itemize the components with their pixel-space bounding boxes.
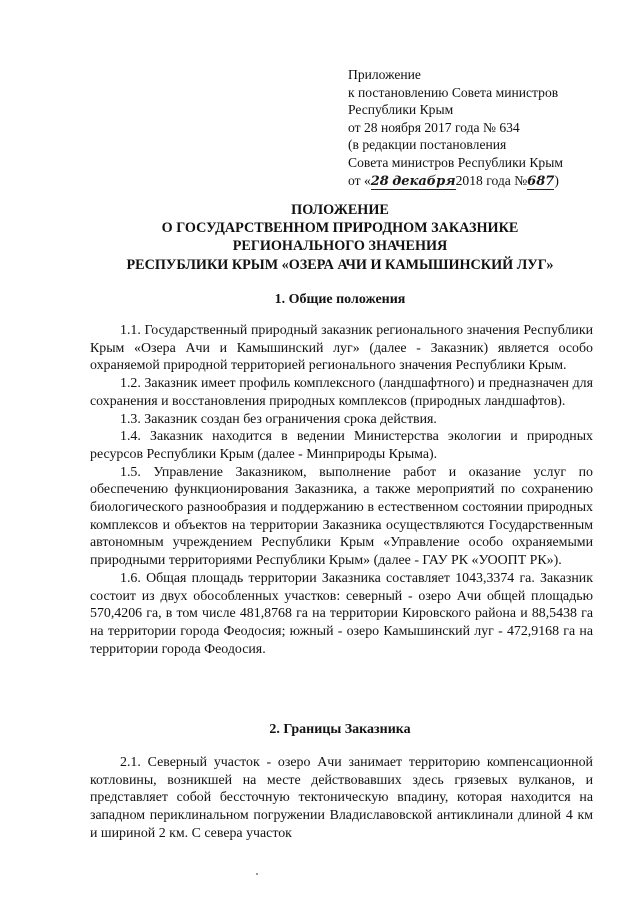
- handwritten-month: декабря: [392, 173, 456, 189]
- title-line: ПОЛОЖЕНИЕ: [291, 202, 389, 218]
- header-line: от 28 ноября 2017 года № 634: [348, 119, 520, 135]
- header-line: Республики Крым: [348, 102, 454, 118]
- paragraph-1-6: 1.6. Общая площадь территории Заказника составляет 1043,3374 га. Заказник состоит из двух обособленных участков: северный - озеро Ачи общей площадью 570,4206 га, в том числе 481,8768 га на территории Кировского района и 88,5438 га на территории города Феодосия; южный - озеро Камышинский луг - 472,9168 га на территории города Феодосия.: [90, 570, 593, 657]
- section-1-heading: 1. Общие положения: [274, 292, 406, 307]
- paragraph-1-2: 1.2. Заказник имеет профиль комплексного (ландшафтного) и предназначен для сохранения и восстановления природных комплексов (природных ландшафтов).: [90, 376, 593, 409]
- handwritten-number: 687: [527, 173, 555, 189]
- date-suffix: 2018 года №: [455, 172, 528, 188]
- handwritten-day: 28: [370, 173, 389, 189]
- scan-speck: [256, 873, 258, 875]
- appendix-header: [348, 66, 618, 190]
- date-prefix: от «: [348, 172, 371, 188]
- header-line: к постановлению Совета министров: [348, 84, 559, 100]
- paragraph-1-3: 1.3. Заказник создан без ограничения срока действия.: [120, 411, 437, 427]
- header-line: Совета министров Республики Крым: [348, 154, 563, 170]
- title-line: РЕСПУБЛИКИ КРЫМ «ОЗЕРА АЧИ И КАМЫШИНСКИЙ ЛУГ»: [126, 256, 554, 273]
- document-title: [60, 201, 620, 274]
- title-line: О ГОСУДАРСТВЕННОМ ПРИРОДНОМ ЗАКАЗНИКЕ: [161, 220, 519, 237]
- amendment-date-line: [348, 172, 618, 190]
- section-2-heading: 2. Границы Заказника: [269, 722, 411, 737]
- section-2-body: [90, 754, 593, 843]
- paragraph-2-1: 2.1. Северный участок - озеро Ачи занимает территорию компенсационной котловины, возникшей на месте действовавших здесь грязевых вулканов, и представляет собой бессточную тектоническую впадину, которая находится на западном периклинальном погружении Владиславовской антиклинали длиной 4 км и шириной 2 км. С севера участок: [90, 755, 593, 841]
- header-line: (в редакции постановления: [348, 137, 507, 153]
- header-line: Приложение: [348, 67, 421, 82]
- paragraph-1-1: 1.1. Государственный природный заказник регионального значения Республики Крым «Озера Ачи и Камышинский луг» (далее - Заказник) является особо охраняемой природной территорией регионального значения Республики Крым.: [90, 323, 593, 374]
- handwritten-number-wrap: [527, 174, 554, 190]
- paragraph-1-5: 1.5. Управление Заказником, выполнение работ и оказание услуг по обеспечению функционирования Заказника, а также мероприятий по сохранению биологического разнообразия и поддержанию в естественном состоянии природных комплексов и объектов на территории Заказника осуществляются Государственным автономным учреждением Республики Крым «Управление особо охраняемыми природными территориями Республики Крым» (далее - ГАУ РК «УООПТ РК»).: [90, 464, 593, 569]
- paragraph-1-4: 1.4. Заказник находится в ведении Министерства экологии и природных ресурсов Республики Крым (далее - Минприроды Крыма).: [90, 429, 593, 462]
- section-1-body: [90, 322, 593, 658]
- closing-paren: ): [554, 172, 559, 188]
- handwritten-date: [371, 174, 456, 190]
- title-line: РЕГИОНАЛЬНОГО ЗНАЧЕНИЯ: [232, 238, 448, 255]
